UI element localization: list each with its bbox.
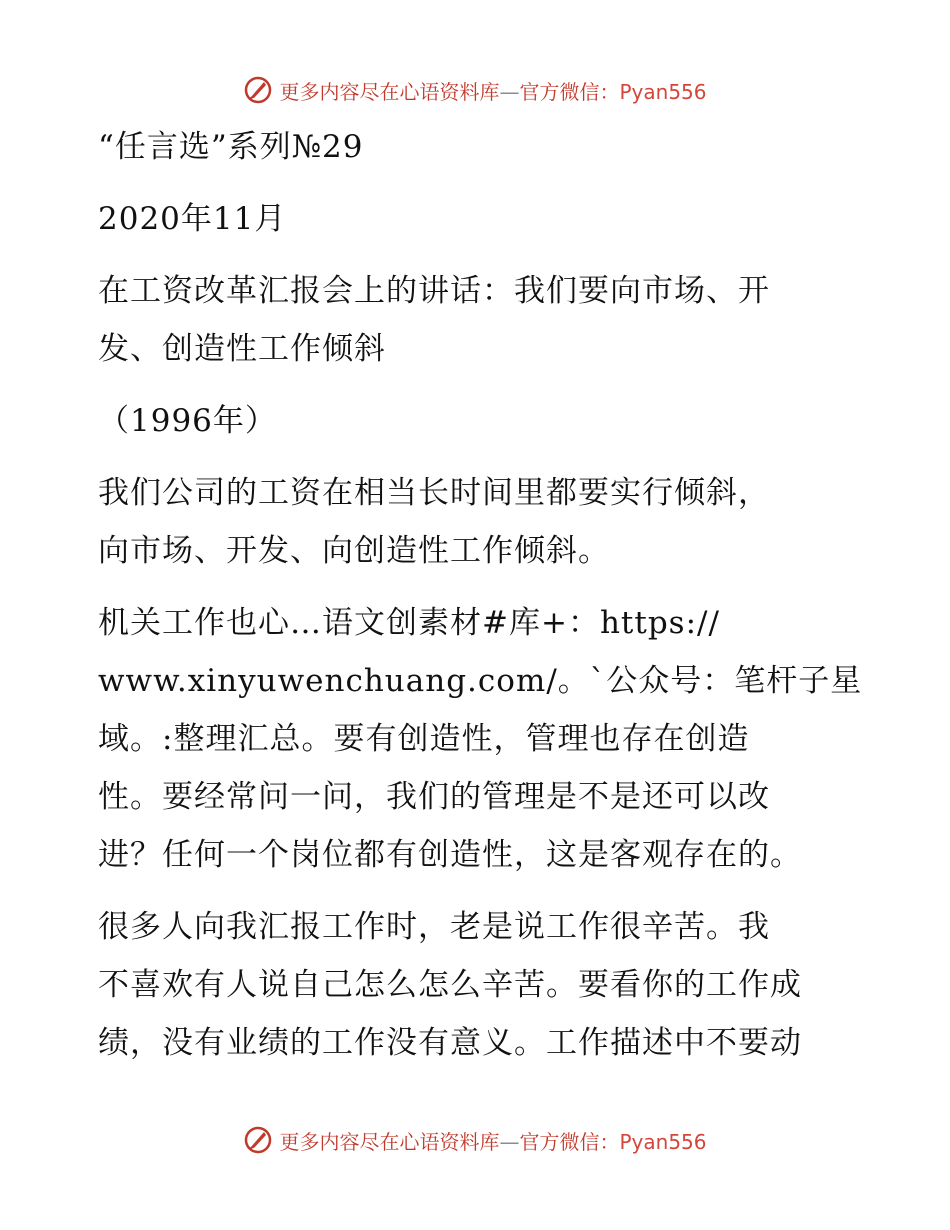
paragraph-2-line-1: 机关工作也心…语文创素材#库+：https:// xyxy=(98,605,720,641)
banner-suffix: 官方微信： xyxy=(519,1129,620,1154)
banner-text xyxy=(279,1126,706,1155)
quill-logo-icon xyxy=(243,1125,273,1155)
document-body xyxy=(98,118,863,1072)
quill-logo-icon xyxy=(243,75,273,105)
footer-banner xyxy=(0,1120,950,1160)
paragraph-1-line-2: 向市场、开发、向创造性工作倾斜。 xyxy=(98,533,610,569)
banner-title: 更多内容尽在心语资料库 xyxy=(279,79,500,104)
paragraph-2-line-5: 进？任何一个岗位都有创造性，这是客观存在的。 xyxy=(98,837,802,873)
paragraph-3-line-1: 很多人向我汇报工作时，老是说工作很辛苦。我 xyxy=(98,909,770,945)
banner-title: 更多内容尽在心语资料库 xyxy=(279,1129,500,1154)
banner-dash: — xyxy=(499,79,520,104)
banner-text xyxy=(279,76,706,105)
paragraph-3-line-2: 不喜欢有人说自己怎么怎么辛苦。要看你的工作成 xyxy=(98,967,802,1003)
paragraph-2-line-2: www.xinyuwenchuang.com/。`公众号：笔杆子星 xyxy=(98,663,863,699)
year-line: （1996年） xyxy=(98,403,277,439)
paragraph-3-line-3: 绩，没有业绩的工作没有意义。工作描述中不要动 xyxy=(98,1025,802,1061)
header-banner xyxy=(0,70,950,110)
speech-title-line-2: 发、创造性工作倾斜 xyxy=(98,331,386,367)
date-line: 2020年11月 xyxy=(98,201,287,237)
banner-dash: — xyxy=(499,1129,520,1154)
speech-title-line-1: 在工资改革汇报会上的讲话：我们要向市场、开 xyxy=(98,273,770,309)
banner-suffix: 官方微信： xyxy=(519,79,620,104)
banner-wechat-id: Pyan556 xyxy=(619,79,707,104)
paragraph-2-line-4: 性。要经常问一问，我们的管理是不是还可以改 xyxy=(98,779,770,815)
paragraph-2-line-3: 域。:整理汇总。要有创造性，管理也存在创造 xyxy=(98,721,750,757)
paragraph-1-line-1: 我们公司的工资在相当长时间里都要实行倾斜， xyxy=(98,475,770,511)
banner-wechat-id: Pyan556 xyxy=(619,1129,707,1154)
series-title: “任言选”系列№29 xyxy=(98,129,364,165)
